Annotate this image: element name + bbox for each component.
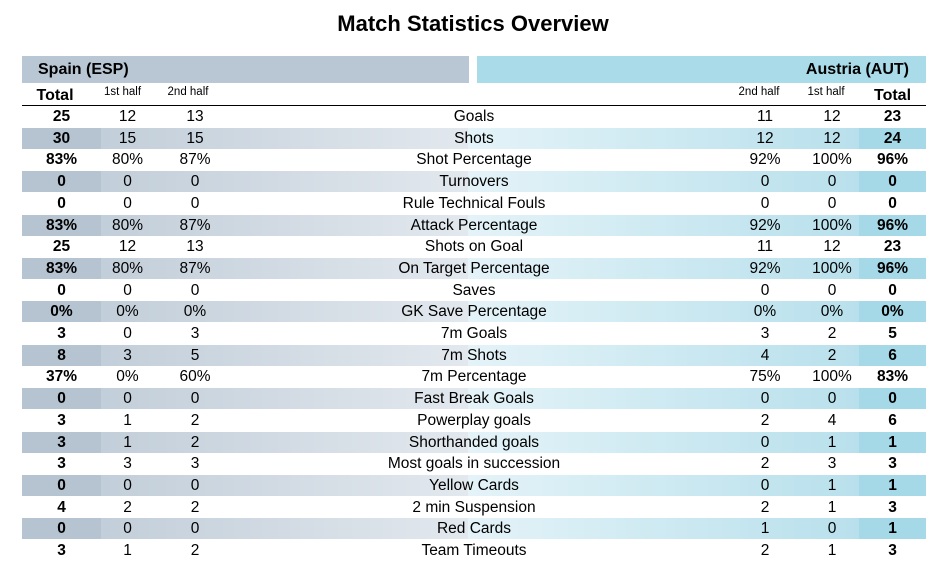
left-second-half-value: 87% <box>179 151 211 169</box>
left-second-half-value: 0 <box>190 520 200 538</box>
right-second-half-value: 2 <box>760 411 770 429</box>
left-first-half-value: 12 <box>118 238 137 256</box>
stat-label: GK Save Percentage <box>401 303 547 321</box>
right-total-value: 0 <box>888 281 897 299</box>
right-total-value: 0 <box>888 390 897 408</box>
stat-label: Shorthanded goals <box>408 433 540 451</box>
left-first-half-value: 15 <box>118 129 137 147</box>
right-total-value: 0 <box>888 173 897 191</box>
table-row <box>22 388 926 409</box>
left-first-half-value: 3 <box>123 455 132 473</box>
right-first-half-value: 1 <box>827 476 837 494</box>
right-first-half-value: 3 <box>827 455 837 473</box>
right-total-value: 0 <box>888 194 897 212</box>
right-total-value: 96% <box>876 151 909 169</box>
stat-label: Shots on Goal <box>424 238 524 256</box>
table-row <box>22 258 926 279</box>
right-first-half-value: 0 <box>827 194 837 212</box>
right-second-half-header: 2nd half <box>738 86 780 98</box>
table-row <box>22 453 926 474</box>
table-row <box>22 215 926 236</box>
right-second-half-value: 92% <box>749 216 781 234</box>
right-second-half-value: 0 <box>760 390 770 408</box>
right-second-half-value: 92% <box>749 151 781 169</box>
right-second-half-value: 2 <box>760 542 770 559</box>
left-first-half-value: 0 <box>123 520 132 538</box>
table-row <box>22 366 926 387</box>
table-row <box>22 106 926 127</box>
right-second-half-value: 3 <box>760 325 770 342</box>
left-total-value: 30 <box>52 129 71 147</box>
left-first-half-value: 1 <box>123 542 132 559</box>
right-total-value: 6 <box>888 346 897 364</box>
right-first-half-value: 100% <box>812 259 852 277</box>
left-total-value: 83% <box>45 151 78 169</box>
left-first-half-value: 12 <box>118 108 137 125</box>
stat-label: 7m Shots <box>441 346 507 364</box>
right-total-value: 1 <box>888 476 897 494</box>
stat-label: Goals <box>453 108 495 125</box>
left-second-half-value: 15 <box>186 129 204 147</box>
left-total-value: 0 <box>57 476 66 494</box>
left-first-half-value: 80% <box>111 151 144 169</box>
right-second-half-value: 0 <box>760 173 770 191</box>
left-first-half-header: 1st half <box>103 86 142 98</box>
left-second-half-value: 0 <box>190 194 200 212</box>
left-first-half-value: 0 <box>123 281 132 299</box>
team-left-header: Spain (ESP) <box>22 56 469 83</box>
left-first-half-value: 1 <box>123 411 132 429</box>
table-row <box>22 345 926 366</box>
left-first-half-value: 0 <box>123 325 132 342</box>
stat-label: Rule Technical Fouls <box>402 194 546 212</box>
right-total-value: 5 <box>888 325 897 342</box>
right-second-half-value: 0 <box>760 194 770 212</box>
left-first-half-value: 0 <box>123 194 132 212</box>
right-second-half-value: 4 <box>760 346 770 364</box>
left-total-value: 0 <box>57 390 66 408</box>
left-total-value: 8 <box>57 346 66 364</box>
right-second-half-value: 0 <box>760 476 770 494</box>
left-total-value: 3 <box>57 455 66 473</box>
left-total-value: 25 <box>52 108 71 125</box>
right-total-value: 23 <box>883 108 902 125</box>
table-row <box>22 518 926 539</box>
right-second-half-value: 2 <box>760 455 770 473</box>
left-second-half-value: 2 <box>190 411 200 429</box>
right-total-value: 0% <box>881 303 904 321</box>
right-total-value: 3 <box>888 542 897 559</box>
right-second-half-value: 0 <box>760 281 770 299</box>
left-first-half-value: 80% <box>111 216 144 234</box>
table-row <box>22 280 926 301</box>
table-row <box>22 323 926 344</box>
stat-label: Most goals in succession <box>387 455 561 473</box>
right-first-half-value: 12 <box>823 108 841 125</box>
left-second-half-value: 2 <box>190 498 200 516</box>
right-second-half-value: 92% <box>749 259 781 277</box>
left-total-value: 37% <box>45 368 78 386</box>
stat-label: 2 min Suspension <box>412 498 536 516</box>
left-second-half-value: 3 <box>190 325 200 342</box>
table-row <box>22 149 926 170</box>
right-second-half-value: 1 <box>760 520 770 538</box>
stat-label: Fast Break Goals <box>414 390 534 408</box>
left-second-half-value: 2 <box>190 542 200 559</box>
table-row <box>22 410 926 431</box>
stat-label: Turnovers <box>439 173 509 191</box>
table-row <box>22 497 926 518</box>
stat-label: Yellow Cards <box>429 476 519 494</box>
left-first-half-value: 0% <box>116 368 139 386</box>
left-total-value: 0% <box>50 303 73 321</box>
left-total-value: 0 <box>57 520 66 538</box>
left-first-half-value: 0 <box>123 173 132 191</box>
left-total-value: 83% <box>45 259 78 277</box>
left-second-half-value: 87% <box>179 216 211 234</box>
right-first-half-value: 100% <box>812 216 852 234</box>
left-total-value: 0 <box>57 281 66 299</box>
right-total-value: 3 <box>888 455 897 473</box>
right-total-value: 1 <box>888 520 897 538</box>
left-first-half-value: 80% <box>111 259 144 277</box>
left-second-half-value: 60% <box>179 368 211 386</box>
table-row <box>22 193 926 214</box>
right-total-value: 3 <box>888 498 897 516</box>
left-second-half-value: 3 <box>190 455 200 473</box>
left-total-value: 3 <box>57 542 66 559</box>
table-row <box>22 128 926 149</box>
table-row <box>22 301 926 322</box>
right-total-value: 6 <box>888 411 897 429</box>
right-total-value: 96% <box>876 216 909 234</box>
right-first-half-value: 2 <box>827 346 837 364</box>
left-second-half-value: 2 <box>190 433 200 451</box>
left-first-half-value: 3 <box>123 346 132 364</box>
right-first-half-value: 100% <box>812 368 852 386</box>
right-first-half-header: 1st half <box>807 86 845 98</box>
right-total-value: 83% <box>876 368 909 386</box>
right-first-half-value: 0% <box>820 303 844 321</box>
right-second-half-value: 2 <box>760 498 770 516</box>
right-total-value: 1 <box>888 433 897 451</box>
left-total-value: 25 <box>52 238 71 256</box>
left-total-value: 0 <box>57 194 66 212</box>
right-total-value: 24 <box>883 129 902 147</box>
left-first-half-value: 0% <box>116 303 139 321</box>
right-second-half-value: 0% <box>753 303 777 321</box>
left-total-value: 3 <box>57 433 66 451</box>
left-first-half-value: 0 <box>123 390 132 408</box>
right-first-half-value: 12 <box>823 238 841 256</box>
left-second-half-value: 87% <box>179 259 211 277</box>
left-first-half-value: 0 <box>123 476 132 494</box>
stat-label: Red Cards <box>436 520 512 538</box>
table-row <box>22 236 926 257</box>
right-first-half-value: 100% <box>812 151 852 169</box>
left-second-half-value: 13 <box>186 238 204 256</box>
right-first-half-value: 0 <box>827 520 837 538</box>
stat-label: Shots <box>454 129 494 147</box>
right-first-half-value: 0 <box>827 390 837 408</box>
left-second-half-value: 0% <box>183 303 207 321</box>
right-first-half-value: 12 <box>823 129 841 147</box>
left-second-half-value: 0 <box>190 173 200 191</box>
table-row <box>22 540 926 561</box>
right-total-header: Total <box>873 87 912 104</box>
left-total-value: 4 <box>57 498 66 516</box>
right-first-half-value: 0 <box>827 173 837 191</box>
left-second-half-value: 5 <box>190 346 200 364</box>
left-second-half-value: 0 <box>190 476 200 494</box>
left-total-value: 0 <box>57 173 66 191</box>
left-total-header: Total <box>36 87 74 104</box>
left-total-value: 83% <box>45 216 78 234</box>
right-second-half-value: 0 <box>760 433 770 451</box>
right-first-half-value: 2 <box>827 325 837 342</box>
left-total-value: 3 <box>57 411 66 429</box>
left-second-half-header: 2nd half <box>167 86 209 98</box>
right-first-half-value: 0 <box>827 281 837 299</box>
stat-label: Shot Percentage <box>416 151 532 169</box>
stat-label: 7m Percentage <box>421 368 527 386</box>
right-first-half-value: 1 <box>827 433 837 451</box>
left-first-half-value: 1 <box>123 433 132 451</box>
stat-label: Saves <box>452 281 496 299</box>
right-first-half-value: 4 <box>827 411 837 429</box>
stat-label: 7m Goals <box>440 325 508 342</box>
table-row <box>22 432 926 453</box>
stat-label: Attack Percentage <box>410 216 538 234</box>
left-total-value: 3 <box>57 325 66 342</box>
page-title: Match Statistics Overview <box>337 11 609 36</box>
left-second-half-value: 0 <box>190 281 200 299</box>
stat-label: Powerplay goals <box>417 411 531 429</box>
table-row <box>22 475 926 496</box>
right-second-half-value: 11 <box>756 238 774 256</box>
right-total-value: 23 <box>883 238 902 256</box>
stat-label: On Target Percentage <box>398 259 550 277</box>
table-row <box>22 171 926 192</box>
left-second-half-value: 0 <box>190 390 200 408</box>
right-second-half-value: 11 <box>756 108 774 125</box>
right-first-half-value: 1 <box>827 498 837 516</box>
left-second-half-value: 13 <box>186 108 204 125</box>
right-second-half-value: 12 <box>756 129 774 147</box>
right-second-half-value: 75% <box>749 368 781 386</box>
right-first-half-value: 1 <box>827 542 837 559</box>
right-total-value: 96% <box>876 259 909 277</box>
team-right-header: Austria (AUT) <box>477 56 926 83</box>
left-first-half-value: 2 <box>123 498 132 516</box>
stat-label: Team Timeouts <box>421 542 527 559</box>
